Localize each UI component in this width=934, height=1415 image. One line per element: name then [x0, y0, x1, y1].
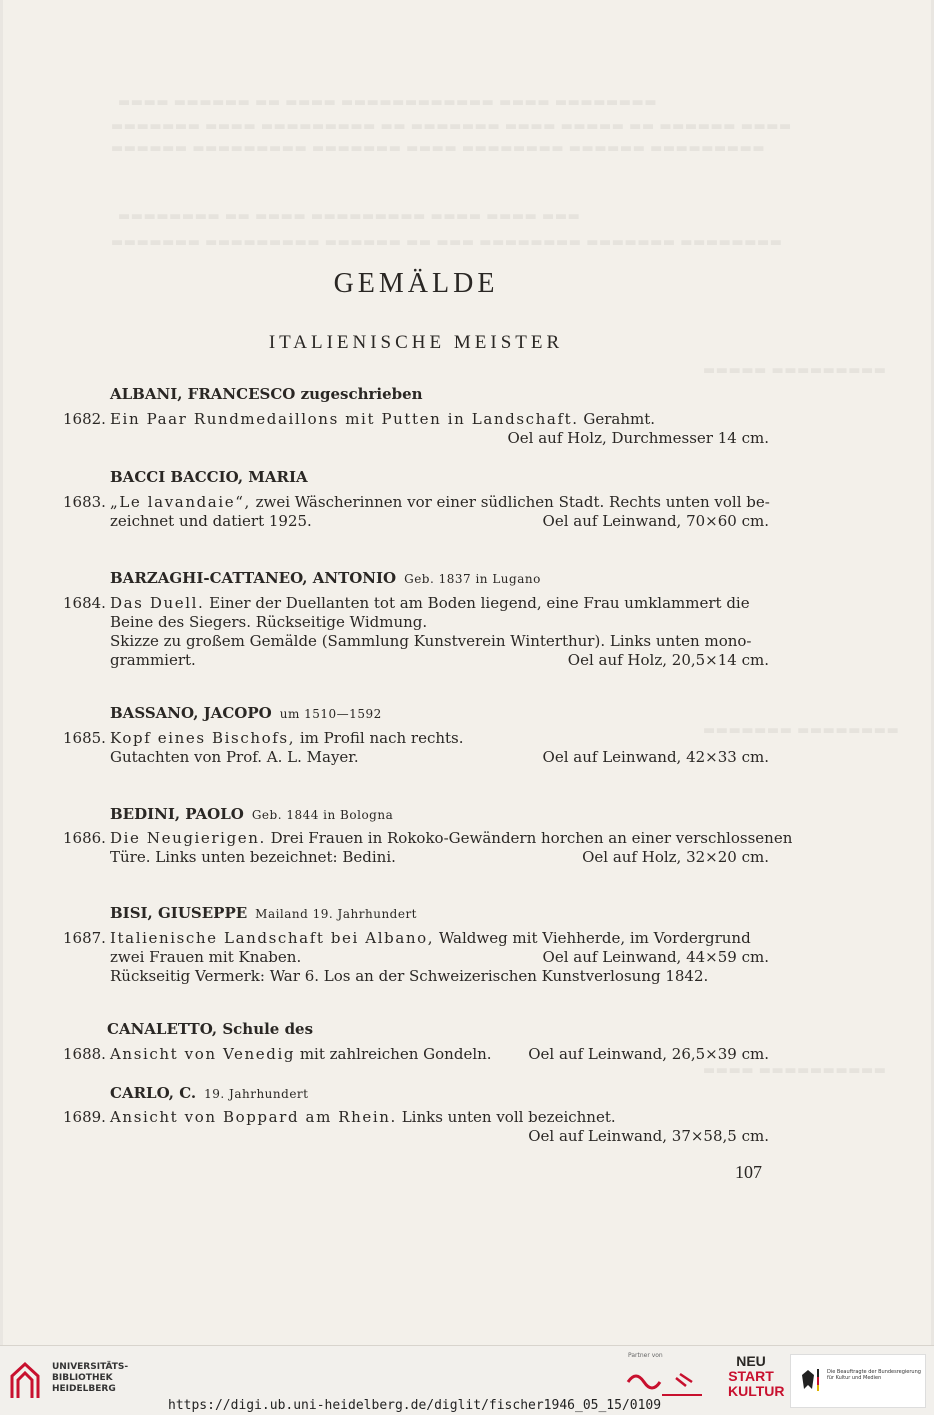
- viewer-footer: [0, 1345, 934, 1415]
- federal-government-text: Die Beauftragte der Bundesregierung für Kultur und Medien: [827, 1369, 921, 1381]
- catalog-line: grammiert. Oel auf Holz, 20,5×14 cm.: [110, 651, 769, 669]
- catalog-line: 1686. Die Neugierigen. Drei Frauen in Rokoko-Gewändern horchen an einer verschlossenen: [63, 829, 793, 847]
- artist-name: BACCI BACCIO, MARIA: [110, 468, 308, 486]
- artist-name: BARZAGHI-CATTANEO, ANTONIO Geb. 1837 in Lugano: [110, 569, 541, 587]
- medium-dimensions: Oel auf Holz, Durchmesser 14 cm.: [507, 429, 769, 447]
- catalog-line: 1685. Kopf eines Bischofs, im Profil nach rechts.: [63, 729, 464, 747]
- permalink-url[interactable]: https://digi.ub.uni-heidelberg.de/diglit/fischer1946_05_15/0109: [168, 1398, 662, 1413]
- catalog-line: 1682. Ein Paar Rundmedaillons mit Putten in Landschaft. Gerahmt.: [63, 410, 656, 428]
- section-title: ITALIENISCHE MEISTER: [268, 332, 564, 353]
- artist-name: ALBANI, FRANCESCO zugeschrieben: [110, 385, 423, 403]
- catalog-line: 1687. Italienische Landschaft bei Albano, Waldweg mit Viehherde, im Vordergrund: [63, 929, 751, 947]
- document-page: [3, 0, 931, 1345]
- medium-dimensions: Oel auf Leinwand, 26,5×39 cm.: [528, 1045, 769, 1063]
- bleed-through-text: ▬▬▬▬▬▬ ▬▬▬▬▬▬▬▬▬ ▬▬▬▬▬▬▬ ▬▬▬▬ ▬▬▬▬▬▬▬▬ ▬▬▬▬▬▬ ▬▬▬▬▬▬▬▬▬: [111, 141, 766, 156]
- artist-name: BISI, GIUSEPPE Mailand 19. Jahrhundert: [110, 904, 418, 922]
- library-name[interactable]: UNIVERSITÄTS- BIBLIOTHEK HEIDELBERG: [52, 1362, 129, 1394]
- medium-dimensions: Oel auf Leinwand, 37×58,5 cm.: [528, 1127, 769, 1145]
- catalog-line: zwei Frauen mit Knaben. Oel auf Leinwand, 44×59 cm.: [110, 948, 769, 966]
- bleed-through-text: ▬▬▬▬ ▬▬▬▬▬▬ ▬▬ ▬▬▬▬ ▬▬▬▬▬▬▬▬▬▬▬▬ ▬▬▬▬ ▬▬▬▬▬▬▬▬: [118, 95, 658, 110]
- bleed-through-text: ▬▬▬▬ ▬▬▬▬▬▬▬▬▬▬: [703, 1063, 887, 1078]
- bleed-through-text: ▬▬▬▬▬▬▬ ▬▬▬▬▬▬▬▬▬ ▬▬▬▬▬▬ ▬▬ ▬▬▬ ▬▬▬▬▬▬▬▬ ▬▬▬▬▬▬▬ ▬▬▬▬▬▬▬▬: [111, 235, 783, 250]
- bleed-through-text: ▬▬▬▬▬ ▬▬▬▬▬▬▬▬▬: [703, 363, 887, 378]
- catalog-line: Skizze zu großem Gemälde (Sammlung Kunstverein Winterthur). Links unten mono-: [110, 632, 752, 650]
- library-logo-icon[interactable]: [10, 1360, 40, 1400]
- medium-dimensions: Oel auf Holz, 32×20 cm.: [582, 848, 769, 866]
- medium-dimensions: Oel auf Leinwand, 42×33 cm.: [542, 748, 769, 766]
- partner-label: Partner von: [628, 1352, 663, 1359]
- medium-dimensions: Oel auf Leinwand, 44×59 cm.: [542, 948, 769, 966]
- artist-name: CANALETTO, Schule des: [107, 1020, 314, 1038]
- catalog-line: 1683. „Le lavandaie“, zwei Wäscherinnen vor einer südlichen Stadt. Rechts unten voll be-: [63, 493, 770, 511]
- catalog-line: zeichnet und datiert 1925. Oel auf Leinwand, 70×60 cm.: [110, 512, 769, 530]
- catalog-line: 1684. Das Duell. Einer der Duellanten tot am Boden liegend, eine Frau umklammert die: [63, 594, 750, 612]
- page-title: GEMÄLDE: [333, 268, 499, 299]
- artist-name: CARLO, C. 19. Jahrhundert: [110, 1084, 309, 1102]
- medium-dimensions: Oel auf Holz, 20,5×14 cm.: [567, 651, 769, 669]
- deutsche-digitale-bibliothek-logo-icon[interactable]: [622, 1360, 712, 1404]
- bleed-through-text: ▬▬▬▬▬▬▬▬ ▬▬ ▬▬▬▬ ▬▬▬▬▬▬▬▬▬ ▬▬▬▬ ▬▬▬▬ ▬▬▬: [118, 209, 581, 224]
- federal-government-logo[interactable]: [790, 1354, 926, 1408]
- bleed-through-text: ▬▬▬▬▬▬▬ ▬▬▬▬▬▬▬▬: [703, 723, 900, 738]
- catalog-line: Gutachten von Prof. A. L. Mayer. Oel auf Leinwand, 42×33 cm.: [110, 748, 769, 766]
- federal-eagle-icon: [797, 1367, 819, 1393]
- neustart-kultur-logo[interactable]: NEU START KULTUR: [728, 1353, 785, 1399]
- artist-name: BEDINI, PAOLO Geb. 1844 in Bologna: [110, 805, 394, 823]
- catalog-line: Rückseitig Vermerk: War 6. Los an der Schweizerischen Kunstverlosung 1842.: [110, 967, 709, 985]
- catalog-line: Beine des Siegers. Rückseitige Widmung.: [110, 613, 428, 631]
- catalog-line: 1689. Ansicht von Boppard am Rhein. Links unten voll bezeichnet.: [63, 1108, 616, 1126]
- bleed-through-text: ▬▬▬▬▬▬▬ ▬▬▬▬ ▬▬▬▬▬▬▬▬▬ ▬▬ ▬▬▬▬▬▬▬ ▬▬▬▬ ▬▬▬▬▬ ▬▬ ▬▬▬▬▬▬ ▬▬▬▬: [111, 119, 792, 134]
- catalog-line: Türe. Links unten bezeichnet: Bedini. Oel auf Holz, 32×20 cm.: [110, 848, 769, 866]
- catalog-line: 1688. Ansicht von Venedig mit zahlreichen Gondeln. Oel auf Leinwand, 26,5×39 cm.: [63, 1045, 769, 1063]
- page-number: 107: [735, 1162, 762, 1182]
- artist-name: BASSANO, JACOPO um 1510—1592: [110, 704, 382, 722]
- medium-dimensions: Oel auf Leinwand, 70×60 cm.: [542, 512, 769, 530]
